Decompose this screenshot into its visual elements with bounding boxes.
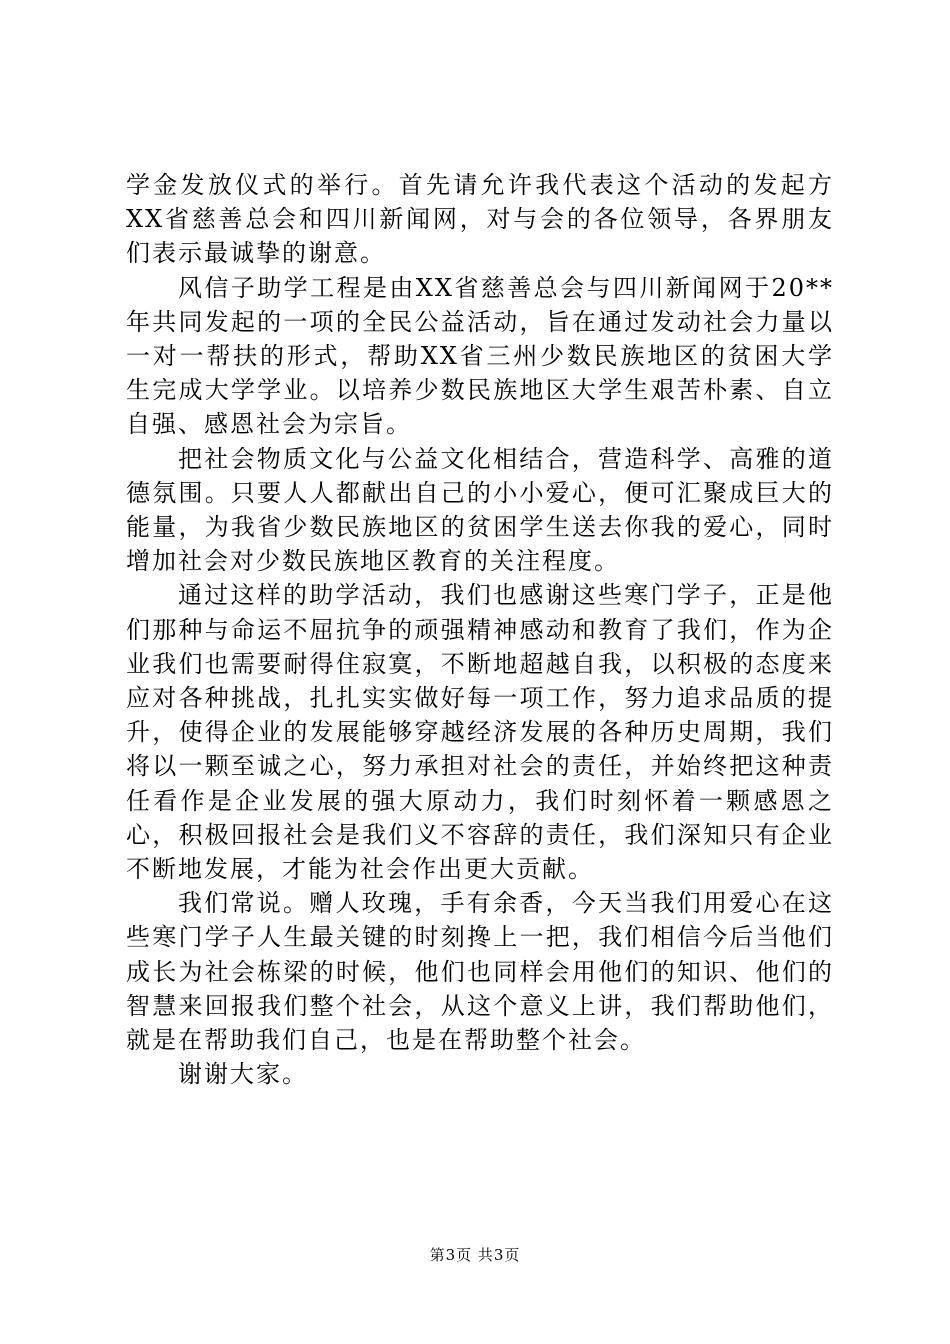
paragraph-project-intro: 风信子助学工程是由XX省慈善总会与四川新闻网于20**年共同发起的一项的全民公益活动，旨在通过发动社会力量以一对一帮扶的形式，帮助XX省三州少数民族地区的贫困大学生完成大学学业。以培养少数民族地区大学生艰苦朴素、自立自强、感恩社会为宗旨。 — [126, 273, 834, 439]
document-body — [126, 168, 834, 1091]
paragraph-culture: 把社会物质文化与公益文化相结合，营造科学、高雅的道德氛围。只要人人都献出自己的小小爱心，便可汇聚成巨大的能量，为我省少数民族地区的贫困学生送去你我的爱心，同时增加社会对少数民族地区教育的关注程度。 — [126, 444, 834, 576]
page-number-footer: 第3页 共3页 — [429, 1246, 521, 1264]
paragraph-continuation: 学金发放仪式的举行。首先请允许我代表这个活动的发起方XX省慈善总会和四川新闻网，对与会的各位领导，各界朋友们表示最诚挚的谢意。 — [126, 171, 834, 268]
paragraph-enterprise: 通过这样的助学活动，我们也感谢这些寒门学子，正是他们那种与命运不屈抗争的顽强精神感动和教育了我们，作为企业我们也需要耐得住寂寞，不断地超越自我，以积极的态度来应对各种挑战，扎扎实实做好每一项工作，努力追求品质的提升，使得企业的发展能够穿越经济发展的各种历史周期，我们将以一颗至诚之心，努力承担对社会的责任，并始终把这种责任看作是企业发展的强大原动力，我们时刻怀着一颗感恩之心，积极回报社会是我们义不容辞的责任，我们深知只有企业不断地发展，才能为社会作出更大贡献。 — [126, 581, 834, 884]
paragraph-roses: 我们常说。赠人玫瑰，手有余香，今天当我们用爱心在这些寒门学子人生最关键的时刻搀上一把，我们相信今后当他们成长为社会栋梁的时候，他们也同样会用他们的知识、他们的智慧来回报我们整个社会，从这个意义上讲，我们帮助他们，就是在帮助我们自己，也是在帮助整个社会。 — [126, 889, 834, 1055]
paragraph-thanks: 谢谢大家。 — [178, 1060, 308, 1089]
